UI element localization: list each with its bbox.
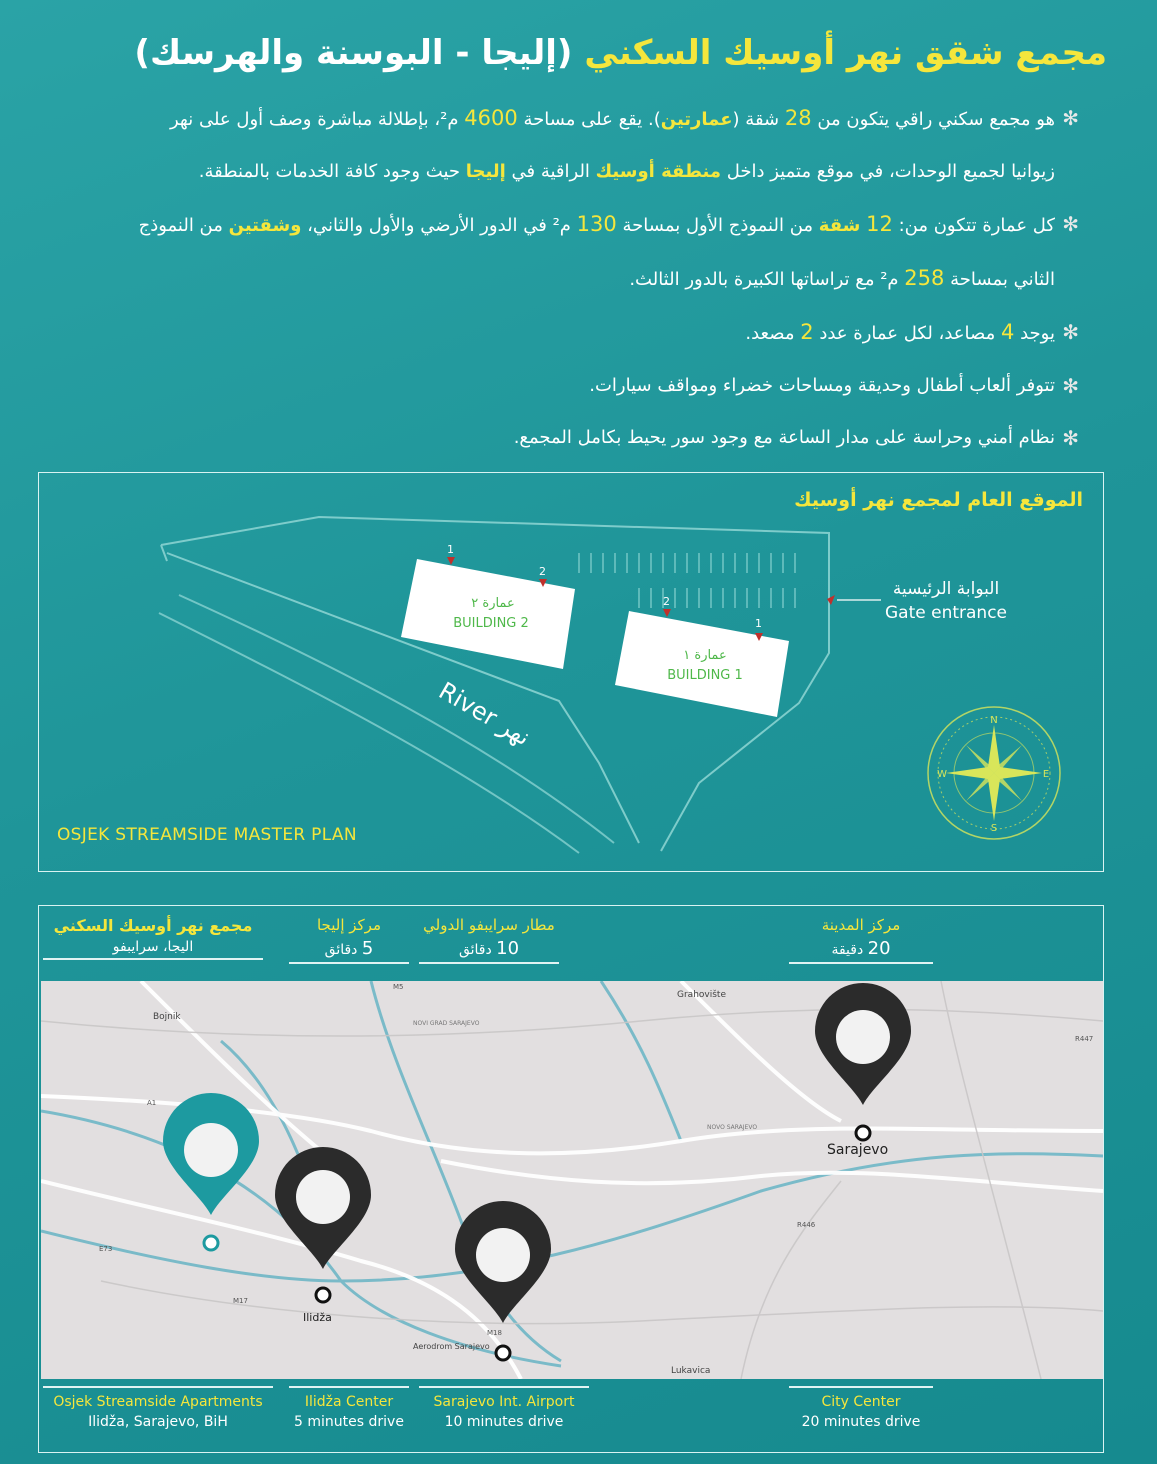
building-1-label-ar: عمارة ١ bbox=[683, 648, 727, 663]
place-novi-grad: NOVI GRAD SARAJEVO bbox=[413, 1020, 480, 1027]
location-label-airport: مطار سرايبفو الدولي 10 دقائق bbox=[419, 916, 559, 964]
master-plan-panel bbox=[38, 472, 1104, 872]
location-label-ilidza: مركز إليجا 5 دقائق bbox=[289, 916, 409, 964]
location-caption-city: City Center 20 minutes drive bbox=[789, 1386, 933, 1432]
place-ilidza: Ilidža bbox=[303, 1311, 332, 1324]
bullet-4: ✻ تتوفر ألعاب أطفال وحديقة ومساحات خضراء ومواقف سيارات. bbox=[38, 360, 1079, 412]
building-1 bbox=[615, 611, 789, 717]
bullet-1: ✻ هو مجمع سكني راقي يتكون من 28 شقة (عمارتين). يقع على مساحة 4600 م²، بإطلالة مباشرة وصف أول على نهر زيوانيا لجميع الوحدات، في موقع متميز داخل منطقة أوسيك الراقية في إليجا حيث وجود كافة الخدمات بالمنطقة. bbox=[38, 92, 1079, 198]
master-plan-drawing bbox=[39, 473, 1104, 872]
title-main: مجمع شقق نهر أوسيك السكني bbox=[584, 33, 1107, 73]
plan-title: الموقع العام لمجمع نهر أوسيك bbox=[794, 489, 1083, 511]
title-location: (إليجا - البوسنة والهرسك) bbox=[134, 33, 573, 73]
marker-label: 1 bbox=[447, 543, 454, 556]
svg-text:E73: E73 bbox=[99, 1245, 113, 1253]
svg-text:N: N bbox=[990, 715, 998, 726]
location-caption-ilidza: Ilidža Center 5 minutes drive bbox=[289, 1386, 409, 1432]
svg-text:M18: M18 bbox=[487, 1329, 502, 1337]
river-label: River نهر bbox=[434, 676, 536, 752]
asterisk-icon: ✻ bbox=[1062, 212, 1079, 236]
bullet-3: ✻ يوجد 4 مصاعد، لكل عمارة عدد 2 مصعد. bbox=[38, 306, 1079, 360]
marker-label: 1 bbox=[755, 617, 762, 630]
marker-label: 2 bbox=[539, 565, 546, 578]
location-caption-airport: Sarajevo Int. Airport 10 minutes drive bbox=[419, 1386, 589, 1432]
location-panel bbox=[38, 905, 1104, 1453]
place-grahoviste: Grahovište bbox=[677, 990, 726, 1000]
bullet-5: ✻ نظام أمني وحراسة على مدار الساعة مع وجود سور يحيط بكامل المجمع. bbox=[38, 412, 1079, 464]
bullet-2: ✻ كل عمارة تتكون من: 12 شقة من النموذج الأول بمساحة 130 م² في الدور الأرضي والأول والثاني، وشقتين من النموذج الثاني بمساحة 258 م² مع تراساتها الكبيرة بالدور الثالث. bbox=[38, 198, 1079, 306]
svg-text:M17: M17 bbox=[233, 1297, 248, 1305]
gate-entrance-label: البوابة الرئيسية Gate entrance bbox=[885, 579, 1008, 623]
page-title bbox=[134, 28, 1107, 78]
building-2 bbox=[401, 559, 575, 669]
marker-label: 2 bbox=[663, 595, 670, 608]
building-1-label-en: BUILDING 1 bbox=[667, 668, 743, 683]
plan-caption: OSJEK STREAMSIDE MASTER PLAN bbox=[57, 825, 357, 845]
building-2-label-ar: عمارة ٢ bbox=[471, 596, 515, 611]
building-2-label-en: BUILDING 2 bbox=[453, 616, 529, 631]
svg-text:E: E bbox=[1042, 769, 1050, 780]
asterisk-icon: ✻ bbox=[1062, 426, 1079, 450]
svg-text:R446: R446 bbox=[797, 1221, 816, 1229]
place-airport: Aerodrom Sarajevo bbox=[413, 1342, 490, 1351]
place-novo-sarajevo: NOVO SARAJEVO bbox=[707, 1124, 758, 1131]
location-label-complex: مجمع نهر أوسيك السكني اليجا، سرايبفو bbox=[43, 916, 263, 960]
place-lukavica: Lukavica bbox=[671, 1366, 711, 1376]
svg-text:R447: R447 bbox=[1075, 1035, 1094, 1043]
location-label-city: مركز المدينة 20 دقيقة bbox=[789, 916, 933, 964]
asterisk-icon: ✻ bbox=[1062, 374, 1079, 398]
location-caption-complex: Osjek Streamside Apartments Ilidža, Sarajevo, BiH bbox=[43, 1386, 273, 1432]
place-bojnik: Bojnik bbox=[153, 1012, 181, 1022]
compass-icon bbox=[928, 707, 1060, 839]
svg-text:A1: A1 bbox=[147, 1099, 157, 1107]
svg-text:S: S bbox=[990, 823, 998, 834]
asterisk-icon: ✻ bbox=[1062, 106, 1079, 130]
description-list bbox=[38, 92, 1079, 464]
place-sarajevo: Sarajevo bbox=[827, 1142, 889, 1158]
svg-text:W: W bbox=[937, 769, 947, 780]
svg-text:M5: M5 bbox=[393, 983, 404, 991]
asterisk-icon: ✻ bbox=[1062, 320, 1079, 344]
city-map[interactable] bbox=[41, 981, 1103, 1379]
